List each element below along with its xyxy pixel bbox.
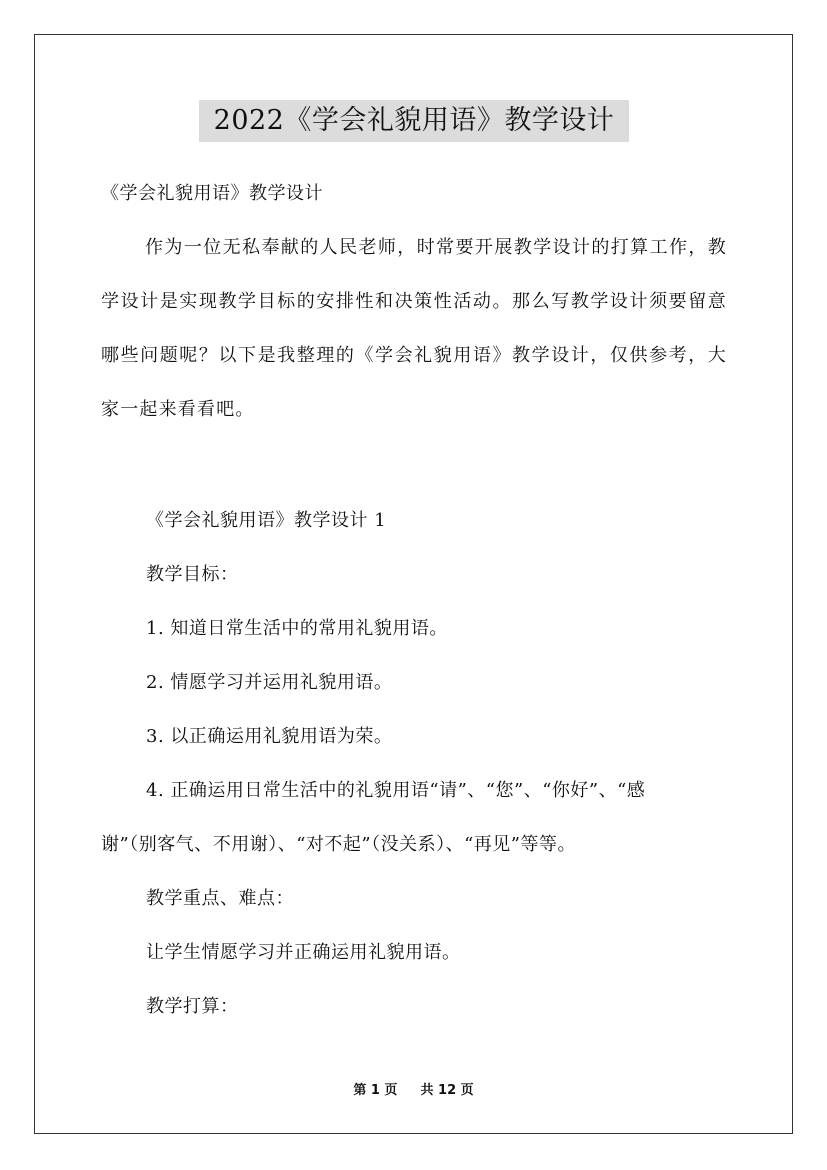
goal-2: 2. 情愿学习并运用礼貌用语。: [146, 672, 393, 693]
section-heading: 《学会礼貌用语》教学设计 1: [146, 510, 387, 531]
goal-4-line-1: 4. 正确运用日常生活中的礼貌用语“请”、“您”、“你好”、“感: [146, 780, 646, 801]
goals-label: 教学目标：: [146, 564, 239, 585]
goal-4-line-2: 谢”（别客气、不用谢）、“对不起”（没关系）、“再见”等等。: [101, 834, 577, 855]
subtitle: 《学会礼貌用语》教学设计: [101, 183, 323, 204]
key-points: 让学生情愿学习并正确运用礼貌用语。: [146, 942, 461, 963]
goal-3: 3. 以正确运用礼貌用语为荣。: [146, 726, 393, 747]
page-total: 共 12 页: [420, 1083, 474, 1098]
key-points-label: 教学重点、难点：: [146, 888, 294, 909]
plan-label: 教学打算：: [146, 996, 239, 1017]
intro-paragraph: 作为一位无私奉献的人民老师，时常要开展教学设计的打算工作，教学设计是实现教学目标的安排性和决策性活动。那么写教学设计须要留意哪些问题呢？以下是我整理的《学会礼貌用语》教学设计，仅供参考，大家一起来看看吧。: [101, 237, 727, 420]
goal-1: 1. 知道日常生活中的常用礼貌用语。: [146, 618, 448, 639]
page-number: 第 1 页: [353, 1083, 398, 1098]
page-footer: [0, 1082, 827, 1100]
document-title: 2022《学会礼貌用语》教学设计: [199, 100, 629, 142]
